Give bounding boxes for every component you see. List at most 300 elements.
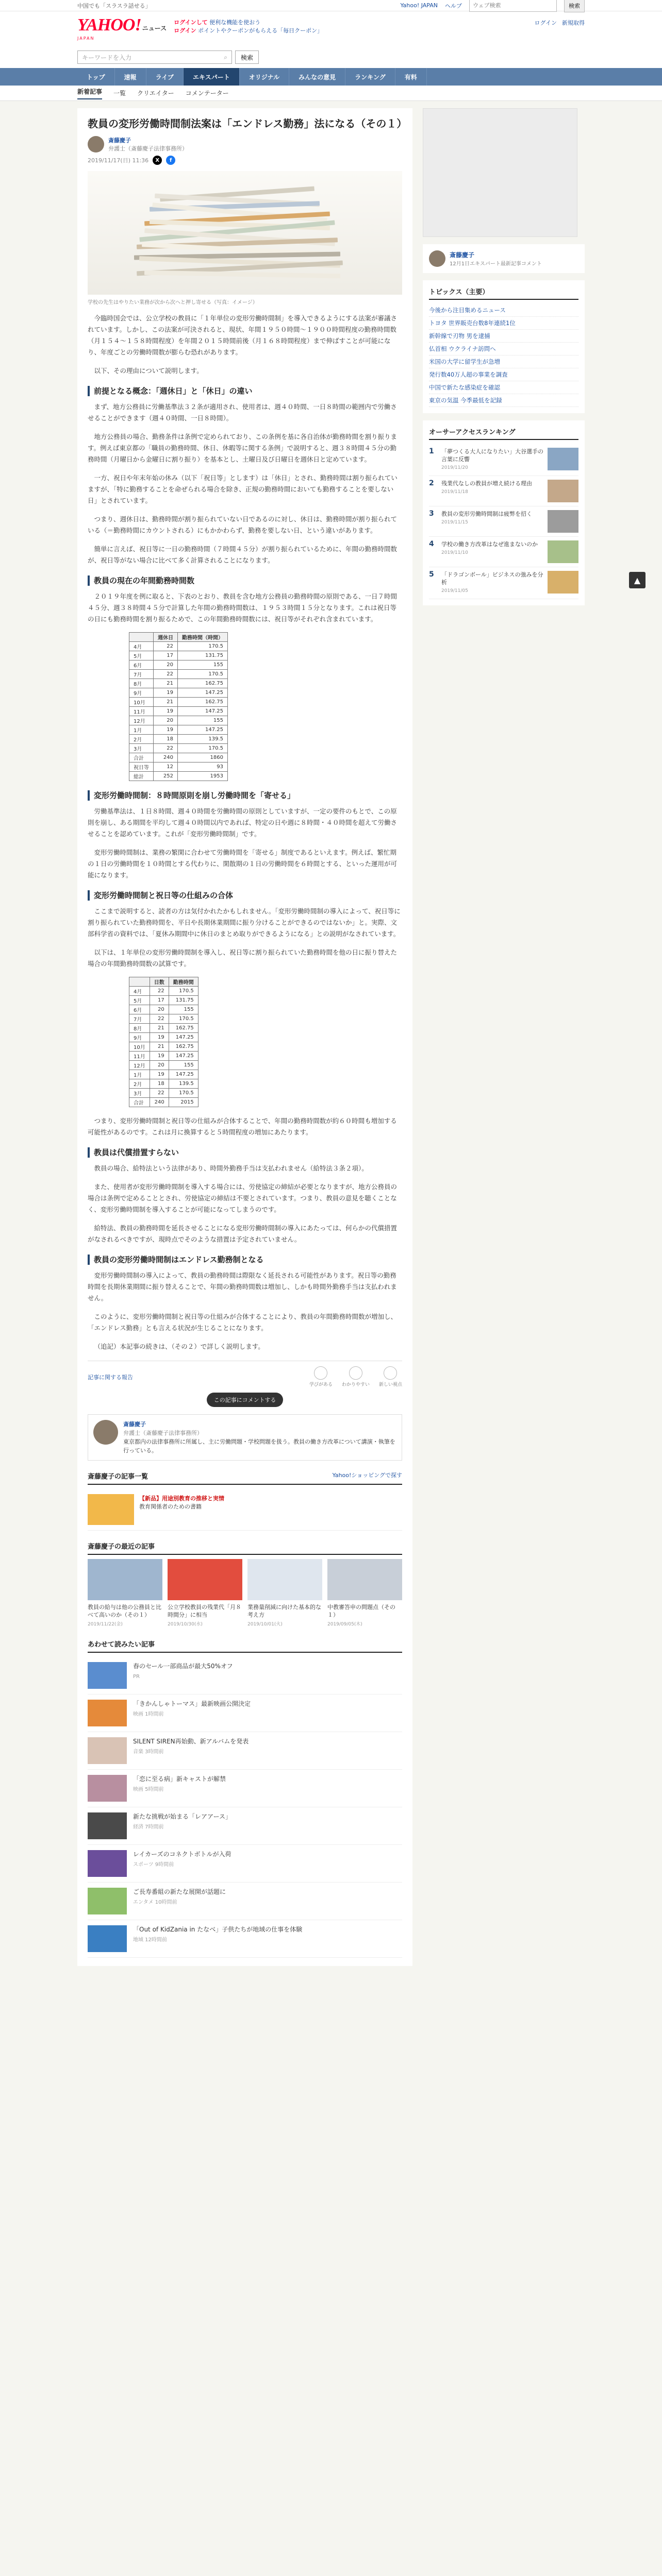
item-meta: 経済 7時間前 bbox=[133, 1824, 164, 1830]
item-title: ご長寿番組の新たな展開が話題に bbox=[133, 1888, 226, 1895]
author-box-role: 弁護士（斎藤慶子法律事務所） bbox=[123, 1430, 203, 1436]
list-item[interactable] bbox=[88, 1732, 402, 1770]
logo-text: YAHOO! bbox=[77, 15, 141, 35]
table-cell: 147.25 bbox=[178, 707, 228, 716]
table-row bbox=[129, 651, 228, 660]
work-hours-table bbox=[129, 632, 228, 781]
rank-title: 「夢つくる大人になりたい」大谷選手の言葉に反響 bbox=[441, 448, 543, 463]
topic-link[interactable]: 発行数40万人超の事業を調査 bbox=[429, 371, 508, 378]
table-cell: 170.5 bbox=[169, 1089, 198, 1098]
item-meta: エンタメ 10時間前 bbox=[133, 1900, 177, 1905]
table-cell: 155 bbox=[178, 716, 228, 725]
paragraph: このように、変形労働時間制と祝日等の仕組みが合体することにより、教員の年間勤務時間数が増加し、「エンドレス勤務」とも言える状況が生じることになります。 bbox=[88, 1313, 398, 1332]
card-meta: 2019/10/01(火) bbox=[247, 1622, 283, 1627]
nav-original[interactable]: オリジナル bbox=[240, 68, 289, 86]
author-avatar[interactable] bbox=[93, 1420, 118, 1445]
item-thumb bbox=[88, 1812, 127, 1839]
table-cell: 162.75 bbox=[169, 1024, 198, 1033]
paragraph: 以下は、１年単位の変形労働時間制を導入し、祝日等に割り振られていた勤務時間を他の日に振り替えた場合の年間勤務時間数の試算です。 bbox=[88, 948, 398, 968]
rank-number: 5 bbox=[429, 570, 434, 579]
section-heading: 変形労働時間制：８時間原則を崩し労働時間を「寄せる」 bbox=[88, 790, 402, 801]
shopping-link[interactable]: Yahoo!ショッピングで探す bbox=[332, 1472, 402, 1479]
item-thumb bbox=[88, 1737, 127, 1764]
ranking-item[interactable] bbox=[429, 506, 578, 537]
author-name[interactable]: 斎藤慶子 bbox=[108, 137, 131, 144]
web-search-input[interactable] bbox=[469, 0, 557, 12]
table-cell: 2月 bbox=[129, 735, 154, 744]
reactions bbox=[309, 1366, 402, 1387]
login-link[interactable]: ログイン bbox=[534, 20, 557, 26]
section-heading: 教員の現在の年間勤務時間数 bbox=[88, 575, 402, 586]
author-box bbox=[88, 1414, 402, 1461]
reaction-label: 新しい視点 bbox=[378, 1382, 402, 1387]
top-strip bbox=[0, 0, 662, 11]
item-thumb bbox=[88, 1662, 127, 1689]
item-meta: 映画 1時間前 bbox=[133, 1711, 164, 1717]
rank-title: 教員の変形労働時間制は疲弊を招く bbox=[441, 511, 532, 517]
table-header-cell: 勤務時間 bbox=[169, 977, 198, 987]
table-cell: 21 bbox=[154, 679, 178, 688]
main-nav bbox=[0, 68, 662, 86]
ranking-item[interactable] bbox=[429, 444, 578, 476]
topics-box bbox=[423, 280, 585, 413]
table-cell: 8月 bbox=[129, 679, 154, 688]
subnav-commentators[interactable]: コメンテーター bbox=[185, 90, 229, 97]
item-meta: スポーツ 9時間前 bbox=[133, 1862, 174, 1868]
promo-item[interactable] bbox=[88, 1489, 402, 1531]
article-date: 2019/11/17(日) 11:36 bbox=[88, 157, 149, 164]
ranking-box bbox=[423, 420, 585, 605]
table-header-cell: 日数 bbox=[150, 977, 169, 987]
variable-hours-table bbox=[129, 977, 198, 1107]
table-cell: 7月 bbox=[129, 670, 154, 679]
item-meta: 音楽 3時間前 bbox=[133, 1749, 164, 1755]
subnav-list[interactable]: 一覧 bbox=[113, 90, 126, 97]
topic-link[interactable]: トヨタ 世界販売台数8年連続1位 bbox=[429, 319, 516, 327]
table-row bbox=[129, 698, 228, 707]
table-cell: 12 bbox=[154, 762, 178, 772]
table-cell: 12月 bbox=[129, 1061, 150, 1070]
header-promos bbox=[174, 19, 323, 35]
section-title: 斎藤慶子の記事一覧 bbox=[88, 1473, 148, 1481]
paragraph: ここまで説明すると、読者の方は気付かれたかもしれません。「変形労働時間制の導入によって、祝日等に割り振られていた勤務時間を、平日や長期休業期間に振り分けることができるのではないか」と。実際、文部科学省の資料では、「夏休み期間中に休日のまとめ取りができるようになる」との説明がなされています。 bbox=[88, 907, 401, 938]
paragraph: 地方公務員の場合、勤務条件は条例で定められており、この条例を基に各自治体が勤務時間を割り振ります。例えば東京都の「職員の勤務時間、休日、休暇等に関する条例」で説明すると、週３８時間４５分の勤務時間（月曜日から金曜日に割り振り）を基本とし、土曜日及び日曜日を週休日と定めています。 bbox=[88, 433, 398, 463]
table-cell: 10月 bbox=[129, 698, 154, 707]
rank-meta: 2019/11/18 bbox=[441, 489, 468, 495]
card-title: 教員の給与は他の公務員と比べて高いのか（その１） bbox=[88, 1604, 161, 1618]
table-cell: 3月 bbox=[129, 744, 154, 753]
table-row bbox=[129, 996, 198, 1005]
recent-card[interactable] bbox=[88, 1559, 162, 1629]
report-link[interactable]: 記事に関する報告 bbox=[88, 1374, 133, 1381]
item-thumb bbox=[88, 1925, 127, 1952]
card-title: 中教審答申の問題点（その１） bbox=[327, 1604, 395, 1618]
promo-title: 【新品】用途別教育の推移と実情 bbox=[139, 1495, 224, 1502]
paragraph: ２０１９年度を例に取ると、下表のとおり、教員を含む地方公務員の勤務時間の原則である、一日７時間４５分、週３８時間４５分で計算した年間の勤務時間数は、１９５３時間１５分となります。これは祝日等の日にも勤務時間を割り振るためで、この年間勤務時間数には、祝日等がそれぞれ含まれています。 bbox=[88, 592, 398, 623]
card-thumb bbox=[168, 1559, 242, 1600]
logo[interactable] bbox=[77, 16, 167, 41]
table-cell: 総計 bbox=[129, 772, 154, 781]
paragraph: 変形労働時間制は、業務の繁閑に合わせて労働時間を「寄せる」制度であるといえます。例えば、繁忙期の１日の労働時間を１０時間とする代わりに、閑散期の１日の労働時間を６時間とする、といった運用が可能になります。 bbox=[88, 849, 398, 879]
nav-top[interactable]: トップ bbox=[77, 68, 115, 86]
table-cell: 147.25 bbox=[169, 1033, 198, 1042]
topic-link[interactable]: 新幹線で刃物 男を逮捕 bbox=[429, 332, 490, 340]
table-cell: 17 bbox=[150, 996, 169, 1005]
table-cell: 9月 bbox=[129, 1033, 150, 1042]
nav-ranking[interactable]: ランキング bbox=[345, 68, 395, 86]
table-header-row bbox=[129, 977, 198, 987]
comment-button[interactable]: この記事にコメントする bbox=[207, 1393, 284, 1407]
table-row bbox=[129, 707, 228, 716]
table-cell: 170.5 bbox=[178, 642, 228, 651]
ranking-heading: オーサーアクセスランキング bbox=[429, 427, 578, 440]
list-item[interactable] bbox=[88, 1845, 402, 1883]
list-item[interactable] bbox=[88, 1883, 402, 1920]
table-cell: 170.5 bbox=[169, 987, 198, 996]
table-row bbox=[129, 753, 228, 762]
table-cell: 252 bbox=[154, 772, 178, 781]
table-cell: 22 bbox=[154, 670, 178, 679]
table-row bbox=[129, 1089, 198, 1098]
table-cell: 240 bbox=[154, 753, 178, 762]
card-thumb bbox=[327, 1559, 402, 1600]
table-cell: 147.25 bbox=[178, 725, 228, 735]
table-cell: 20 bbox=[150, 1061, 169, 1070]
rank-meta: 2019/11/20 bbox=[441, 465, 468, 470]
table-cell: 合計 bbox=[129, 753, 154, 762]
article-footer bbox=[88, 1361, 402, 1387]
rank-thumb bbox=[548, 480, 578, 502]
ranking-item[interactable] bbox=[429, 476, 578, 506]
table-cell: 139.5 bbox=[169, 1079, 198, 1089]
rank-thumb bbox=[548, 540, 578, 563]
subnav-latest[interactable]: 新着記事 bbox=[77, 87, 102, 99]
list-item[interactable] bbox=[88, 1920, 402, 1958]
card-meta: 2019/09/05(木) bbox=[327, 1622, 362, 1627]
table-row bbox=[129, 1079, 198, 1089]
item-title: 「恋に至る病」新キャストが解禁 bbox=[133, 1775, 226, 1783]
rank-number: 2 bbox=[429, 479, 434, 487]
card-thumb bbox=[88, 1559, 162, 1600]
section-header bbox=[88, 1471, 402, 1485]
rank-number: 1 bbox=[429, 447, 434, 455]
news-search-input[interactable] bbox=[77, 50, 232, 64]
table-cell: 19 bbox=[150, 1070, 169, 1079]
paragraph: （追記）本記事の続きは、（その２）で詳しく説明します。 bbox=[94, 1343, 264, 1350]
section-title: 斎藤慶子の最近の記事 bbox=[88, 1543, 155, 1551]
table-cell: 162.75 bbox=[178, 679, 228, 688]
card-meta: 2019/10/30(水) bbox=[168, 1622, 203, 1627]
table-row bbox=[129, 762, 228, 772]
logo-sub: JAPAN bbox=[77, 36, 95, 41]
help-link[interactable]: ヘルプ bbox=[445, 2, 462, 9]
table-cell: 4月 bbox=[129, 987, 150, 996]
table-cell: 5月 bbox=[129, 651, 154, 660]
topic-item[interactable] bbox=[429, 355, 578, 368]
recent-card[interactable] bbox=[168, 1559, 242, 1629]
item-thumb bbox=[88, 1775, 127, 1802]
topics-heading: トピックス（主要） bbox=[429, 286, 578, 300]
photo-caption: 学校の先生はやりたい業務が次から次へと押し寄せる（写真：イメージ） bbox=[88, 300, 258, 306]
card-title: 公立学校教員の残業代「月８時間分」に相当 bbox=[168, 1604, 241, 1618]
topic-link[interactable]: 中国で新たな感染症を確認 bbox=[429, 384, 500, 391]
author-role: 弁護士（斎藤慶子法律事務所） bbox=[108, 145, 188, 152]
back-to-top-button[interactable]: ▲ bbox=[629, 572, 646, 588]
rank-meta: 2019/11/15 bbox=[441, 520, 468, 525]
table-row bbox=[129, 670, 228, 679]
table-row bbox=[129, 642, 228, 651]
table-row bbox=[129, 1033, 198, 1042]
table-cell: 1月 bbox=[129, 1070, 150, 1079]
table-cell: 祝日等 bbox=[129, 762, 154, 772]
item-meta: 映画 5時間前 bbox=[133, 1787, 164, 1792]
table-cell: 21 bbox=[154, 698, 178, 707]
rank-title: 残業代なしの教員が増え続ける理由 bbox=[441, 480, 532, 487]
promo-thumb bbox=[88, 1494, 134, 1525]
section-heading: 教員は代償措置すらない bbox=[88, 1147, 402, 1158]
paragraph: つまり、週休日は、勤務時間が割り振られていない日であるのに対し、休日は、勤務時間が割り振られている（＝勤務時間にカウントされる）にもかかわらず、勤務を要しない日、という違いがあります。 bbox=[88, 515, 398, 534]
table-cell: 147.25 bbox=[169, 1052, 198, 1061]
card-meta: 2019/11/22(金) bbox=[88, 1622, 123, 1627]
table-row bbox=[129, 1005, 198, 1014]
rank-thumb bbox=[548, 448, 578, 470]
list-item[interactable] bbox=[88, 1694, 402, 1732]
topic-item[interactable] bbox=[429, 304, 578, 317]
table-header-cell bbox=[129, 633, 154, 642]
table-cell: 6月 bbox=[129, 660, 154, 670]
table-cell: 240 bbox=[150, 1098, 169, 1107]
item-thumb bbox=[88, 1850, 127, 1877]
paragraph: 労働基準法は、１日８時間、週４０時間を労働時間の原則としていますが、一定の要件のもとで、この原則を崩し、ある期間を平均して週４０時間以内であれば、特定の日や週に８時間・４０時間を超えて労働させることを認めています。これが「変形労働時間制」です。 bbox=[88, 807, 398, 838]
section-title: あわせて読みたい記事 bbox=[88, 1641, 155, 1649]
table-row bbox=[129, 660, 228, 670]
rank-title: 学校の働き方改革はなぜ進まないのか bbox=[441, 541, 538, 548]
table-row bbox=[129, 1042, 198, 1052]
article-column bbox=[77, 108, 412, 1966]
nav-breaking[interactable]: 速報 bbox=[115, 68, 146, 86]
nav-live[interactable]: ライブ bbox=[146, 68, 184, 86]
reaction-new-view[interactable] bbox=[379, 1366, 402, 1387]
table-cell: 93 bbox=[178, 762, 228, 772]
paragraph: また、使用者が変形労働時間制を導入する場合には、労使協定の締結が必要となりますが、地方公務員の場合は条例で定めることとされ、労使協定の締結は不要とされています。つまり、教員の意見を聴くことなく、変形労働時間制を導入することが可能になってしまうのです。 bbox=[88, 1183, 398, 1213]
ad-slot[interactable] bbox=[423, 108, 577, 237]
expert-name[interactable]: 斎藤慶子 bbox=[450, 251, 475, 259]
paragraph: 一方、祝日や年末年始の休み（以下「祝日等」とします）は「休日」とされ、勤務時間は割り振られていますが、「特に勤務することを命ぜられる場合を除き、正規の勤務時間においても勤務することを要しない日」とされています。 bbox=[88, 474, 398, 504]
table-cell: 2015 bbox=[169, 1098, 198, 1107]
table-cell: 20 bbox=[154, 716, 178, 725]
promo-tag-1: ログインして bbox=[174, 19, 208, 26]
item-title: 「きかんしゃトーマス」最新映画公開決定 bbox=[133, 1700, 251, 1707]
logo-section: ニュース bbox=[142, 25, 167, 32]
table-cell: 2月 bbox=[129, 1079, 150, 1089]
section-header bbox=[88, 1541, 402, 1555]
reaction-label: 学びがある bbox=[309, 1382, 333, 1387]
paragraph: 今臨時国会では、公立学校の教員に「１年単位の変形労働時間制」を導入できるようにする法案が審議されています。しかし、この法案が可決されると、現状、年間１９５０時間〜１９００時間程度の勤務時間数（月１５４〜１５８時間程度）を年間２０１５時間前後（月１６８時間程度）まで伸ばすことが可能になり、年度ごとの労働時間数が膨らむ恐れがあります。 bbox=[88, 314, 398, 356]
item-title: 春のセール一部商品が最大50%オフ bbox=[133, 1663, 233, 1670]
promo-tag-2: ログイン bbox=[174, 27, 196, 34]
expert-avatar[interactable] bbox=[429, 250, 445, 267]
rank-thumb bbox=[548, 510, 578, 533]
item-title: 新たな挑戦が始まる「レアアース」 bbox=[133, 1813, 232, 1820]
table-cell: 22 bbox=[150, 1089, 169, 1098]
table-cell: 9月 bbox=[129, 688, 154, 698]
table-cell: 22 bbox=[150, 1014, 169, 1024]
top-strip-link[interactable]: 中国でも「スラスラ話せる」 bbox=[77, 2, 151, 9]
table-row bbox=[129, 1070, 198, 1079]
facebook-share-icon[interactable]: f bbox=[166, 156, 175, 165]
promo-link-1[interactable]: 便利な機能を使おう bbox=[209, 19, 261, 26]
table-row bbox=[129, 1098, 198, 1107]
nav-opinions[interactable]: みんなの意見 bbox=[289, 68, 345, 86]
topic-item[interactable] bbox=[429, 381, 578, 394]
promo-link-2[interactable]: ポイントやクーポンがもらえる「毎日クーポン」 bbox=[198, 27, 323, 34]
table-cell: 21 bbox=[150, 1024, 169, 1033]
table-cell: 7月 bbox=[129, 1014, 150, 1024]
rank-number: 3 bbox=[429, 510, 434, 518]
table-header-row bbox=[129, 633, 228, 642]
item-thumb bbox=[88, 1888, 127, 1914]
rank-title: 「ドラゴンボール」ビジネスの強みを分析 bbox=[441, 571, 543, 586]
table-cell: 131.75 bbox=[178, 651, 228, 660]
table-row bbox=[129, 716, 228, 725]
news-search-button[interactable]: 検索 bbox=[235, 50, 259, 64]
table-cell: 5月 bbox=[129, 996, 150, 1005]
table-cell: 22 bbox=[154, 744, 178, 753]
table-cell: 131.75 bbox=[169, 996, 198, 1005]
table-cell: 11月 bbox=[129, 707, 154, 716]
yahoo-japan-link[interactable]: Yahoo! JAPAN bbox=[400, 2, 438, 9]
topic-item[interactable] bbox=[429, 317, 578, 330]
expert-box bbox=[423, 244, 585, 273]
item-title: SILENT SIREN再始動、新アルバムを発表 bbox=[133, 1738, 249, 1745]
card-title: 業務量削減に向けた基本的な考え方 bbox=[247, 1604, 321, 1618]
section-header bbox=[88, 1639, 402, 1653]
topic-link[interactable]: 東京の気温 今季最低を記録 bbox=[429, 397, 502, 404]
table-cell: 170.5 bbox=[169, 1014, 198, 1024]
table-row bbox=[129, 679, 228, 688]
table-cell: 170.5 bbox=[178, 744, 228, 753]
x-share-icon[interactable]: X bbox=[153, 156, 162, 165]
author-box-name[interactable]: 斎藤慶子 bbox=[123, 1421, 146, 1428]
topic-item[interactable] bbox=[429, 368, 578, 381]
sub-nav bbox=[0, 86, 662, 101]
topic-link[interactable]: 仏首相 ウクライナ訪問へ bbox=[429, 345, 496, 352]
author-box-desc: 東京都内の法律事務所に所属し、主に労働問題・学校問題を扱う。教員の働き方改革について講演・執筆を行っている。 bbox=[123, 1438, 395, 1454]
table-header-cell: 勤務時間（時間） bbox=[178, 633, 228, 642]
reaction-learn[interactable] bbox=[309, 1366, 333, 1387]
table-cell: 1953 bbox=[178, 772, 228, 781]
paragraph: 以下、その理由について説明します。 bbox=[94, 367, 203, 375]
item-meta: 地域 12時間前 bbox=[133, 1937, 167, 1943]
list-item[interactable] bbox=[88, 1807, 402, 1845]
news-search-placeholder: キーワードを入力 bbox=[82, 54, 132, 61]
nav-expert[interactable]: エキスパート bbox=[184, 68, 240, 86]
article-photo bbox=[88, 171, 402, 295]
topic-item[interactable] bbox=[429, 330, 578, 343]
table-cell: 8月 bbox=[129, 1024, 150, 1033]
table-header-cell: 週休日 bbox=[154, 633, 178, 642]
reaction-clear[interactable] bbox=[342, 1366, 370, 1387]
table-row bbox=[129, 1052, 198, 1061]
section-heading: 変形労働時間制と祝日等の仕組みの合体 bbox=[88, 890, 402, 901]
item-title: レイカーズのコネクトボトルが入荷 bbox=[133, 1851, 231, 1858]
table-row bbox=[129, 725, 228, 735]
table-cell: 合計 bbox=[129, 1098, 150, 1107]
nav-paid[interactable]: 有料 bbox=[395, 68, 427, 86]
web-search-button[interactable]: 検索 bbox=[564, 0, 585, 12]
promo-desc: 教育関係者のための書籍 bbox=[139, 1503, 202, 1510]
table-cell: 1月 bbox=[129, 725, 154, 735]
table-cell: 147.25 bbox=[178, 688, 228, 698]
table-row bbox=[129, 772, 228, 781]
table-cell: 4月 bbox=[129, 642, 154, 651]
recent-card[interactable] bbox=[247, 1559, 322, 1629]
list-item[interactable] bbox=[88, 1657, 402, 1694]
paragraph: 給特法、教員の勤務時間を延長させることになる変形労働時間制の導入にあたっては、何らかの代償措置がなされるべきですが、現時点でそのような措置は予定されていません。 bbox=[88, 1224, 398, 1243]
table-cell: 162.75 bbox=[169, 1042, 198, 1052]
table-row bbox=[129, 1014, 198, 1024]
table-cell: 22 bbox=[154, 642, 178, 651]
topic-item[interactable] bbox=[429, 394, 578, 407]
table-cell: 155 bbox=[178, 660, 228, 670]
topic-link[interactable]: 米国の大学に留学生が急増 bbox=[429, 358, 500, 365]
search-icon: ⌕ bbox=[224, 53, 227, 61]
rank-meta: 2019/11/05 bbox=[441, 588, 468, 594]
reaction-label: わかりやすい bbox=[341, 1382, 370, 1387]
table-cell: 19 bbox=[150, 1052, 169, 1061]
card-thumb bbox=[247, 1559, 322, 1600]
subnav-creators[interactable]: クリエイター bbox=[137, 90, 174, 97]
table-cell: 19 bbox=[154, 688, 178, 698]
article-date-row bbox=[88, 156, 402, 165]
table-cell: 147.25 bbox=[169, 1070, 198, 1079]
table-cell: 22 bbox=[150, 987, 169, 996]
section-heading: 教員の変形労働時間制はエンドレス勤務制となる bbox=[88, 1255, 402, 1265]
table-cell: 19 bbox=[150, 1033, 169, 1042]
ranking-item[interactable] bbox=[429, 567, 578, 599]
table-cell: 20 bbox=[150, 1005, 169, 1014]
rank-meta: 2019/11/10 bbox=[441, 550, 468, 555]
table-cell: 19 bbox=[154, 725, 178, 735]
article-title: 教員の変形労働時間制法案は「エンドレス勤務」法になる（その１） bbox=[88, 117, 407, 130]
table-cell: 3月 bbox=[129, 1089, 150, 1098]
item-meta: PR bbox=[133, 1674, 140, 1680]
table-cell: 18 bbox=[150, 1079, 169, 1089]
table-cell: 10月 bbox=[129, 1042, 150, 1052]
paragraph: つまり、変形労働時間制と祝日等の仕組みが合体することで、年間の勤務時間数が約６０時間も増加する可能性があるのです。これは月に換算すると５時間程度の増加にあたります。 bbox=[88, 1117, 397, 1136]
ranking-item[interactable] bbox=[429, 537, 578, 567]
list-item[interactable] bbox=[88, 1770, 402, 1807]
news-search-row bbox=[0, 47, 662, 68]
topic-item[interactable] bbox=[429, 343, 578, 355]
table-cell: 11月 bbox=[129, 1052, 150, 1061]
table-row bbox=[129, 1061, 198, 1070]
table-cell: 1860 bbox=[178, 753, 228, 762]
signup-link[interactable]: 新規取得 bbox=[562, 20, 585, 26]
rank-thumb bbox=[548, 571, 578, 594]
item-thumb bbox=[88, 1700, 127, 1726]
related-list bbox=[88, 1657, 402, 1958]
table-cell: 19 bbox=[154, 707, 178, 716]
recent-card[interactable] bbox=[327, 1559, 402, 1629]
table-row bbox=[129, 1024, 198, 1033]
table-cell: 162.75 bbox=[178, 698, 228, 707]
author-avatar[interactable] bbox=[88, 136, 104, 152]
table-cell: 6月 bbox=[129, 1005, 150, 1014]
table-cell: 20 bbox=[154, 660, 178, 670]
recent-articles bbox=[88, 1559, 402, 1629]
topic-link[interactable]: 今後から注目集めるニュース bbox=[429, 307, 506, 314]
